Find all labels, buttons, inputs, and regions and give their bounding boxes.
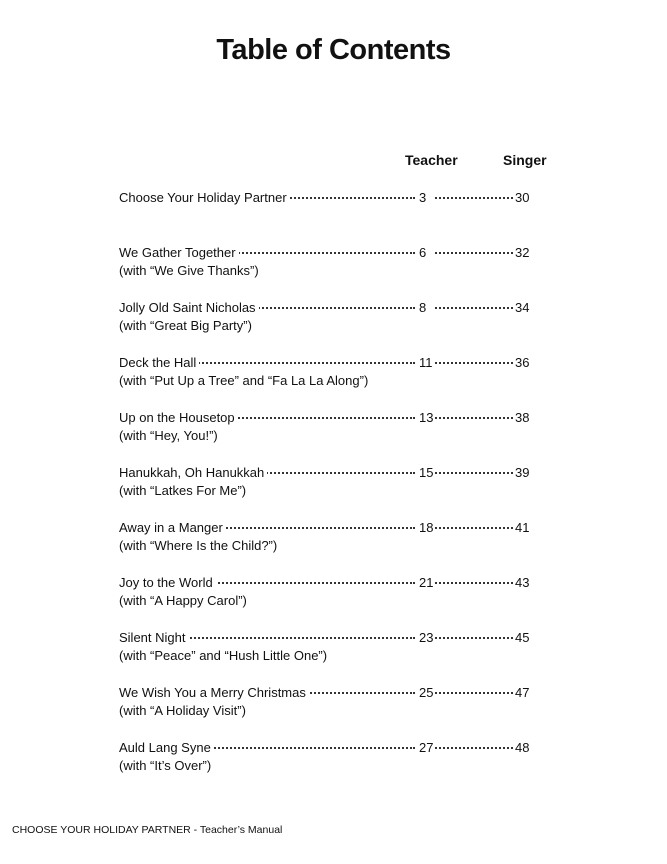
song-title: Deck the Hall <box>119 354 199 372</box>
song-title: Choose Your Holiday Partner <box>119 189 290 207</box>
dot-leader <box>435 307 513 309</box>
contents-list <box>119 189 539 794</box>
page-footer: CHOOSE YOUR HOLIDAY PARTNER - Teacher’s Manual <box>12 824 283 836</box>
contents-entry <box>119 574 539 629</box>
contents-entry <box>119 299 539 354</box>
contents-entry <box>119 739 539 794</box>
singer-page: 47 <box>515 685 530 700</box>
teacher-page: 18 <box>419 519 436 537</box>
song-subtitle: (with “A Holiday Visit”) <box>119 703 246 718</box>
dot-leader <box>435 747 513 749</box>
singer-page: 30 <box>515 190 530 205</box>
contents-entry <box>119 519 539 574</box>
teacher-column-header: Teacher <box>405 152 458 168</box>
teacher-page: 13 <box>419 409 436 427</box>
contents-entry <box>119 684 539 739</box>
teacher-page: 21 <box>419 574 436 592</box>
song-subtitle: (with “Where Is the Child?”) <box>119 538 278 553</box>
contents-entry <box>119 354 539 409</box>
singer-column-header: Singer <box>503 152 547 168</box>
singer-page: 39 <box>515 465 530 480</box>
song-title: We Wish You a Merry Christmas <box>119 684 309 702</box>
teacher-page: 25 <box>419 684 436 702</box>
singer-page: 36 <box>515 355 530 370</box>
contents-entry <box>119 629 539 684</box>
teacher-page: 3 <box>419 189 429 207</box>
song-subtitle: (with “Put Up a Tree” and “Fa La La Along”) <box>119 373 369 388</box>
contents-entry <box>119 464 539 519</box>
teacher-page: 23 <box>419 629 436 647</box>
contents-entry <box>119 409 539 464</box>
contents-entry <box>119 244 539 299</box>
song-title: Joy to the World <box>119 574 216 592</box>
singer-page: 48 <box>515 740 530 755</box>
dot-leader <box>435 637 513 639</box>
song-subtitle: (with “A Happy Carol”) <box>119 593 247 608</box>
singer-page: 32 <box>515 245 530 260</box>
song-title: Up on the Housetop <box>119 409 238 427</box>
song-title: Away in a Manger <box>119 519 226 537</box>
song-title: Silent Night <box>119 629 188 647</box>
song-subtitle: (with “We Give Thanks”) <box>119 263 259 278</box>
dot-leader <box>435 197 513 199</box>
dot-leader <box>435 362 513 364</box>
teacher-page: 6 <box>419 244 429 262</box>
contents-entry <box>119 189 539 244</box>
song-subtitle: (with “Hey, You!”) <box>119 428 218 443</box>
song-subtitle: (with “Great Big Party”) <box>119 318 252 333</box>
song-title: Auld Lang Syne <box>119 739 214 757</box>
page-title: Table of Contents <box>216 34 451 66</box>
singer-page: 43 <box>515 575 530 590</box>
teacher-page: 11 <box>419 354 436 372</box>
singer-page: 34 <box>515 300 530 315</box>
song-title: Hanukkah, Oh Hanukkah <box>119 464 267 482</box>
dot-leader <box>435 252 513 254</box>
song-title: We Gather Together <box>119 244 239 262</box>
singer-page: 38 <box>515 410 530 425</box>
song-subtitle: (with “Peace” and “Hush Little One”) <box>119 648 328 663</box>
dot-leader <box>435 582 513 584</box>
song-subtitle: (with “Latkes For Me”) <box>119 483 247 498</box>
teacher-page: 27 <box>419 739 436 757</box>
dot-leader <box>435 417 513 419</box>
singer-page: 45 <box>515 630 530 645</box>
teacher-page: 8 <box>419 299 429 317</box>
song-subtitle: (with “It’s Over”) <box>119 758 212 773</box>
teacher-page: 15 <box>419 464 436 482</box>
dot-leader <box>435 472 513 474</box>
dot-leader <box>435 527 513 529</box>
singer-page: 41 <box>515 520 530 535</box>
dot-leader <box>435 692 513 694</box>
song-title: Jolly Old Saint Nicholas <box>119 299 259 317</box>
